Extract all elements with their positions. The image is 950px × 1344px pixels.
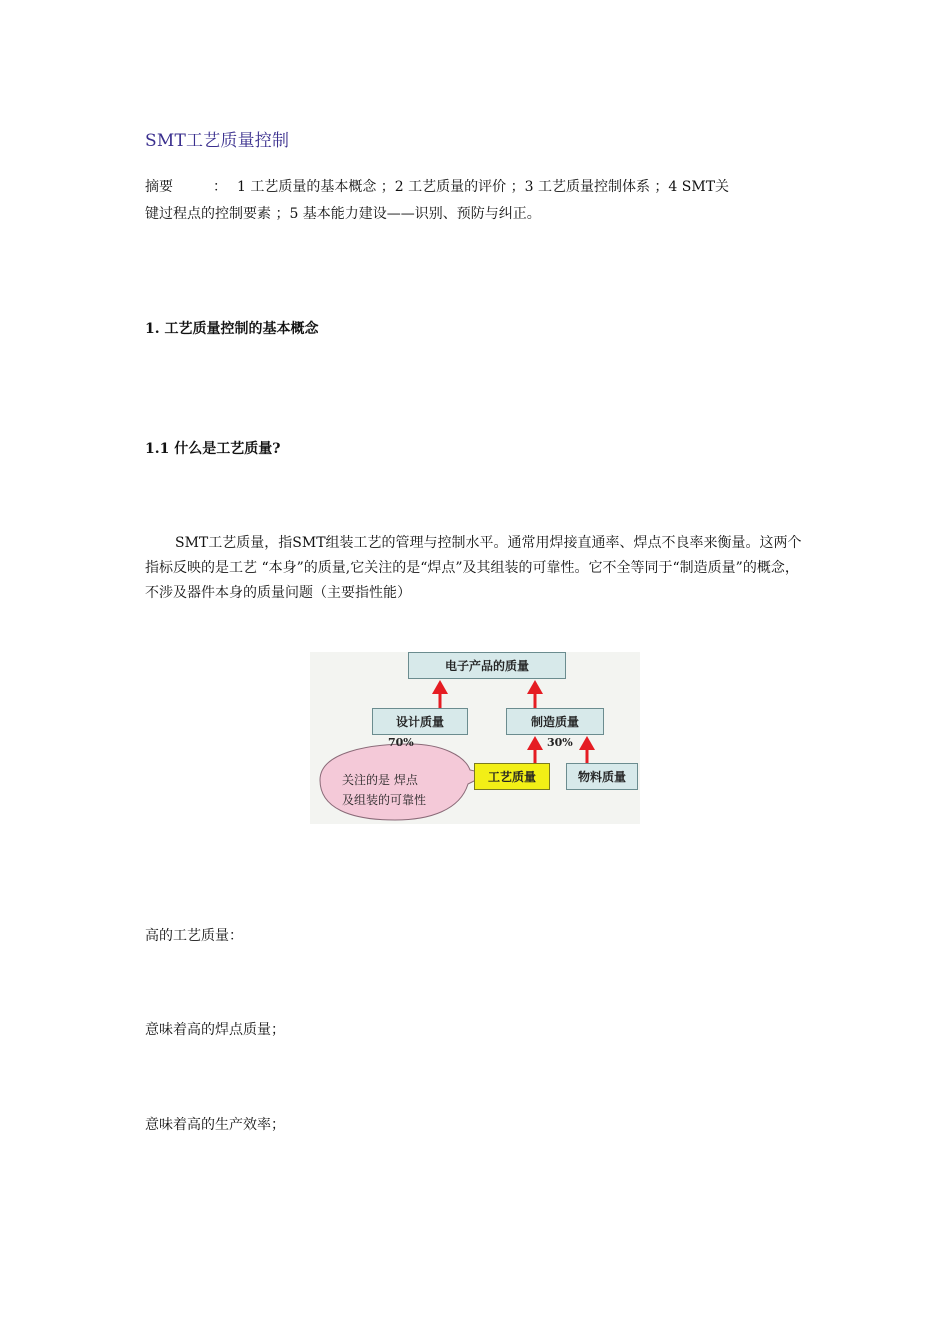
arrowhead-design-to-top <box>432 680 448 694</box>
body-paragraph: SMT工艺质量，指SMT组装工艺的管理与控制水平。通常用焊接直通率、焊点不良率来衡量。这两个指标反映的是工艺 “本身”的质量,它关注的是“焊点”及其组装的可靠性。它不全等同于“制造质量”的概念，不涉及器件本身的质量问题（主要指性能） <box>145 535 802 601</box>
abstract-text-line1: 1 工艺质量的基本概念 ；2 工艺质量的评价 ；3 工艺质量控制体系 ；4 SMT关 <box>237 179 730 195</box>
bubble-text-line2: 及组装的可靠性 <box>342 793 427 807</box>
document-title: SMT工艺质量控制 <box>145 131 290 151</box>
section-heading-1: 1. 工艺质量控制的基本概念 <box>145 321 319 337</box>
arrowhead-material-to-manufacturing <box>579 736 595 750</box>
box-process-quality: 工艺质量 <box>474 763 550 790</box>
box-manufacturing-quality: 制造质量 <box>506 708 604 735</box>
design-percentage: 70% <box>388 736 414 749</box>
text-line-high-process-quality: 高的工艺质量： <box>145 928 243 944</box>
text-line-high-solder-quality: 意味着高的焊点质量； <box>145 1022 285 1038</box>
manufacturing-percentage: 30% <box>547 736 573 749</box>
abstract-label: 摘要 <box>145 179 173 195</box>
section-heading-1-1: 1.1 什么是工艺质量? <box>145 441 281 457</box>
bubble-text-line1: 关注的是 焊点 <box>342 773 418 787</box>
box-electronic-product-quality: 电子产品的质量 <box>408 652 566 679</box>
arrowhead-process-to-manufacturing <box>527 736 543 750</box>
quality-diagram <box>310 652 640 824</box>
abstract-colon: ： <box>213 179 227 195</box>
box-design-quality: 设计质量 <box>372 708 468 735</box>
bubble-text <box>342 770 426 810</box>
arrowhead-manufacturing-to-top <box>527 680 543 694</box>
box-material-quality: 物料质量 <box>566 763 638 790</box>
abstract <box>145 174 805 228</box>
text-line-high-production-efficiency: 意味着高的生产效率； <box>145 1117 285 1133</box>
abstract-text-line2: 键过程点的控制要素 ；5 基本能力建设——识别、预防与纠正。 <box>145 206 541 222</box>
